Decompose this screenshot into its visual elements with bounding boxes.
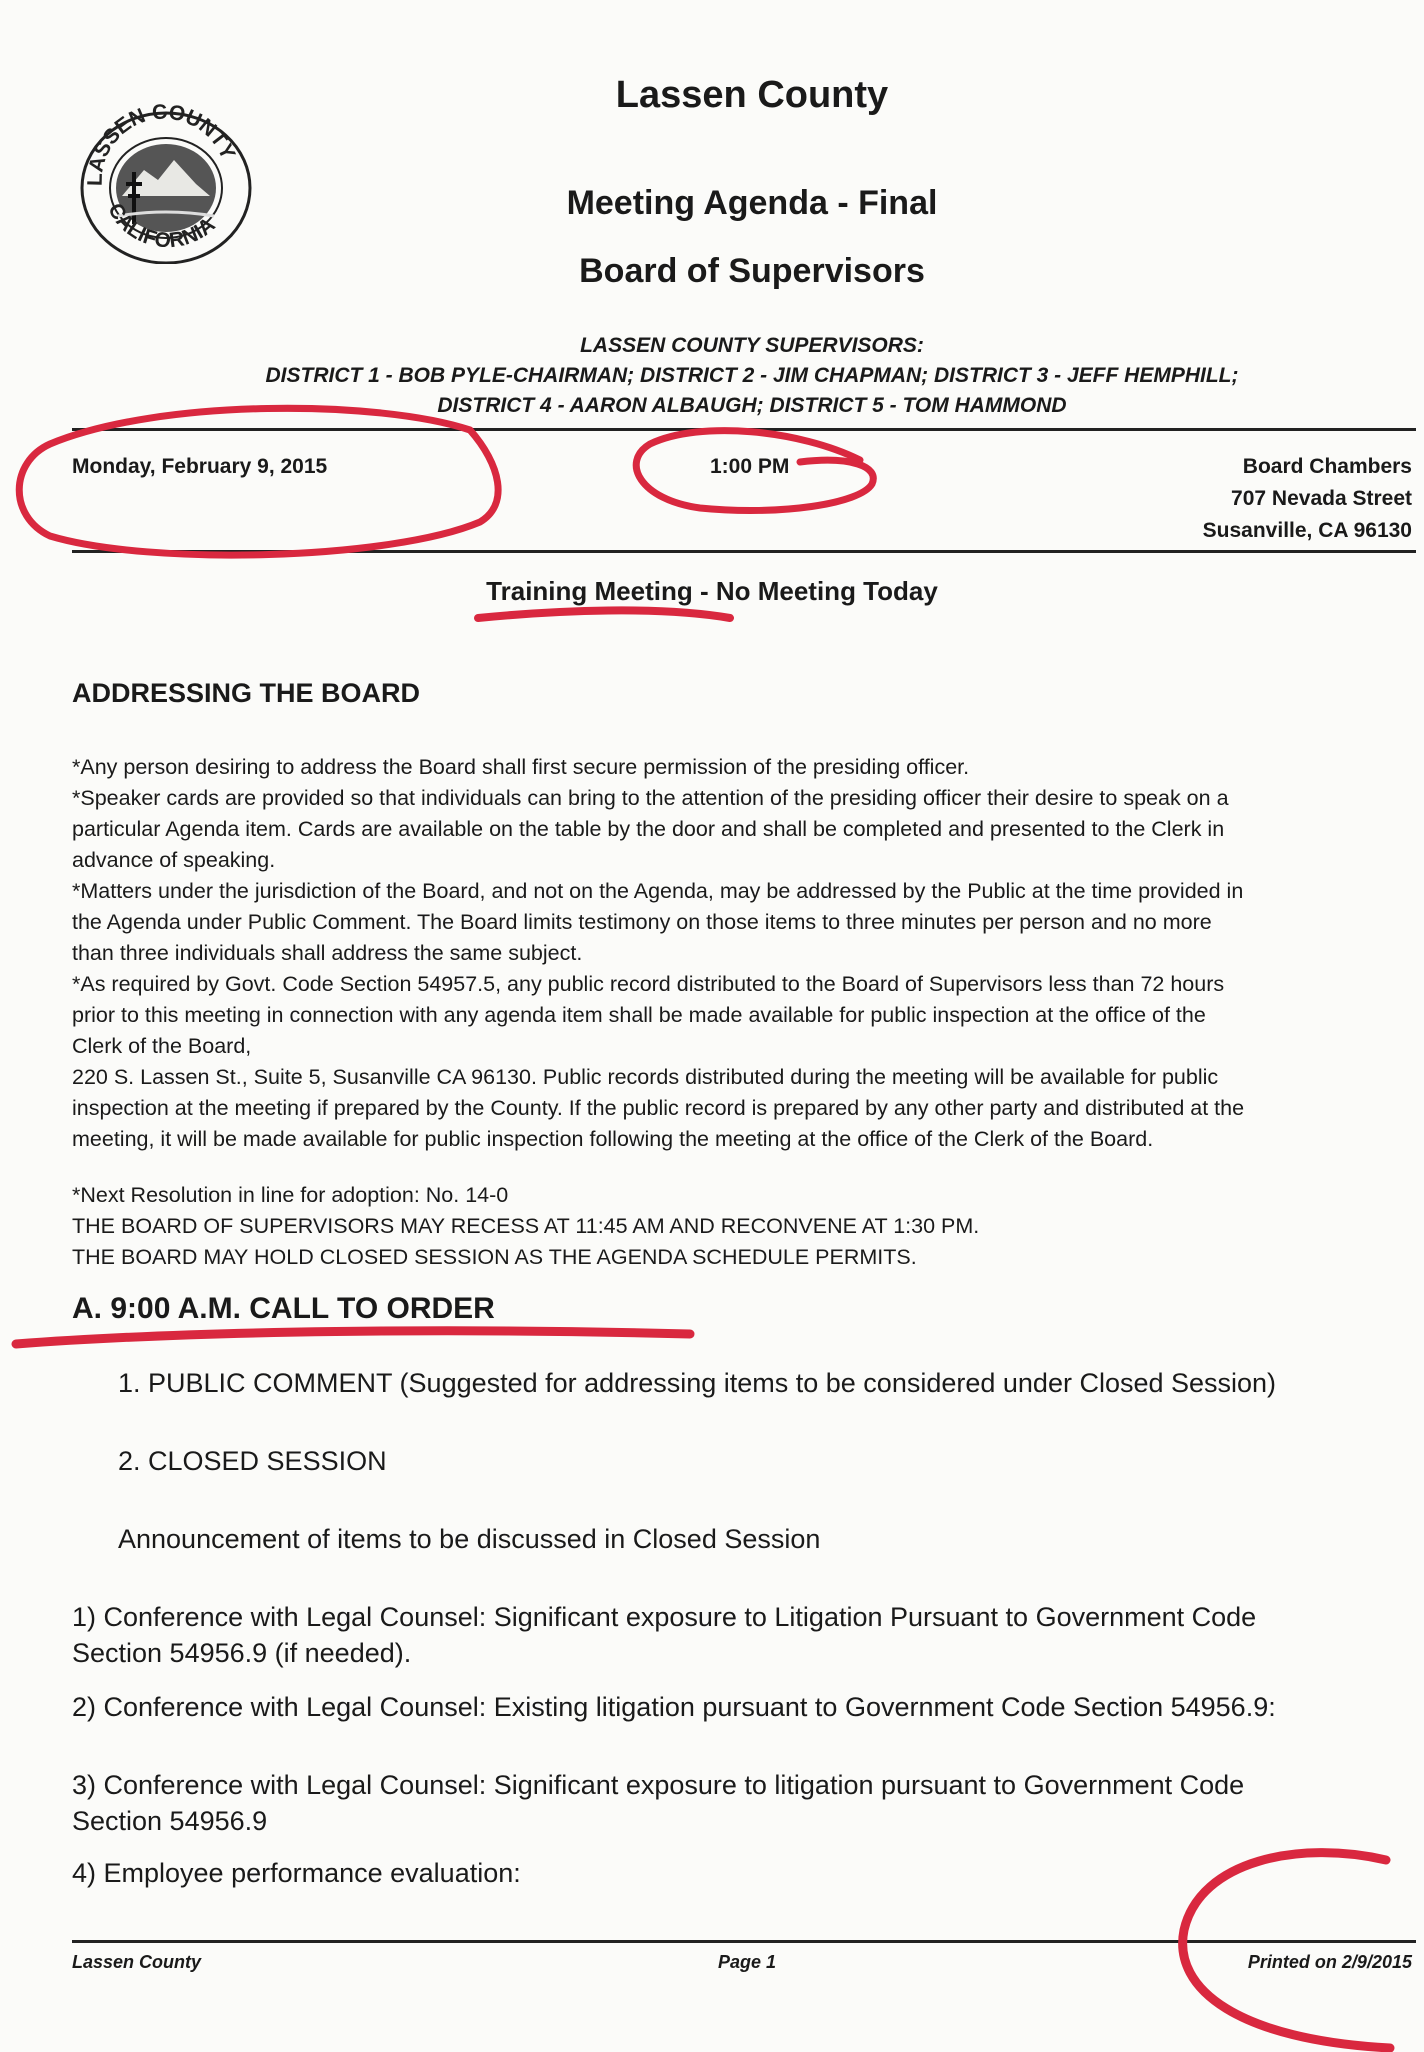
meeting-time: 1:00 PM [710,455,790,478]
location-line-2: 707 Nevada Street [1231,487,1412,510]
addressing-rules [72,752,1392,1155]
rule-line: *Any person desiring to address the Board shall first secure permission of the presiding officer. [72,755,970,779]
rule-line: Clerk of the Board, [72,1034,252,1058]
procedural-notes [72,1180,1392,1273]
rule-line: *As required by Govt. Code Section 54957.5, any public record distributed to the Board of Supervisors less than 72 hours [72,972,1225,996]
call-to-order-underline-mark [16,1331,690,1344]
closed-session-item: 2. CLOSED SESSION [118,1446,387,1476]
footer-printed: Printed on 2/9/2015 [1247,1952,1412,1972]
info-divider [72,550,1416,553]
board-title: Board of Supervisors [579,252,925,290]
closed-session-3-line-1: 3) Conference with Legal Counsel: Significant exposure to litigation pursuant to Government Code [72,1770,1245,1800]
corner-curve-mark [1183,1853,1390,2048]
closed-session-2: 2) Conference with Legal Counsel: Existing litigation pursuant to Government Code Section 54956.9: [72,1692,1276,1722]
section-a-heading: A. 9:00 A.M. CALL TO ORDER [72,1292,495,1325]
footer-divider [72,1940,1416,1943]
supervisors-line-1: DISTRICT 1 - BOB PYLE-CHAIRMAN; DISTRICT 2 - JIM CHAPMAN; DISTRICT 3 - JEFF HEMPHILL; [265,364,1239,387]
addressing-heading: ADDRESSING THE BOARD [72,678,421,708]
footer-county: Lassen County [72,1952,202,1972]
rule-line: inspection at the meeting if prepared by the County. If the public record is prepared by any other party and distributed at the [72,1096,1245,1120]
location-line-1: Board Chambers [1242,455,1412,478]
closed-session-announcement: Announcement of items to be discussed in Closed Session [118,1524,821,1554]
seal-top-text: LASSEN COUNTY [83,104,240,187]
closed-session-4: 4) Employee performance evaluation: [72,1858,521,1888]
header-divider [72,428,1416,431]
county-title: Lassen County [615,74,889,116]
public-comment-item: 1. PUBLIC COMMENT (Suggested for addressing items to be considered under Closed Session) [118,1368,1277,1398]
agenda-title: Meeting Agenda - Final [566,184,938,222]
closed-session-1-line-2: Section 54956.9 (if needed). [72,1638,412,1668]
rule-line: than three individuals shall address the same subject. [72,941,583,965]
notice-underline-mark [478,610,730,618]
rule-line: particular Agenda item. Cards are available on the table by the door and shall be completed and presented to the Clerk in [72,817,1225,841]
closed-session-note: THE BOARD MAY HOLD CLOSED SESSION AS THE AGENDA SCHEDULE PERMITS. [72,1245,917,1269]
rule-line: prior to this meeting in connection with any agenda item shall be made available for public inspection at the office of the [72,1003,1206,1027]
meeting-notice: Training Meeting - No Meeting Today [486,576,938,606]
seal-bottom-text: CALIFORNIA [103,199,220,253]
supervisors-heading: LASSEN COUNTY SUPERVISORS: [580,334,924,357]
next-resolution: *Next Resolution in line for adoption: No. 14-0 [72,1183,509,1207]
rule-line: 220 S. Lassen St., Suite 5, Susanville CA 96130. Public records distributed during the meeting will be available for public [72,1065,1219,1089]
footer-page: Page 1 [718,1952,777,1972]
meeting-date: Monday, February 9, 2015 [72,455,328,478]
rule-line: the Agenda under Public Comment. The Board limits testimony on those items to three minutes per person and no more [72,910,1212,934]
rule-line: *Speaker cards are provided so that individuals can bring to the attention of the presiding officer their desire to speak on a [72,786,1229,810]
rule-line: meeting, it will be made available for public inspection following the meeting at the office of the Clerk of the Board. [72,1127,1154,1151]
closed-session-1-line-1: 1) Conference with Legal Counsel: Significant exposure to Litigation Pursuant to Government Code [72,1602,1257,1632]
rule-line: advance of speaking. [72,848,276,872]
supervisors-line-2: DISTRICT 4 - AARON ALBAUGH; DISTRICT 5 - TOM HAMMOND [437,394,1067,417]
rule-line: *Matters under the jurisdiction of the Board, and not on the Agenda, may be addressed by the Public at the time provided in [72,879,1244,903]
location-line-3: Susanville, CA 96130 [1202,519,1412,542]
closed-session-3-line-2: Section 54956.9 [72,1806,268,1836]
recess-note: THE BOARD OF SUPERVISORS MAY RECESS AT 11:45 AM AND RECONVENE AT 1:30 PM. [72,1214,980,1238]
